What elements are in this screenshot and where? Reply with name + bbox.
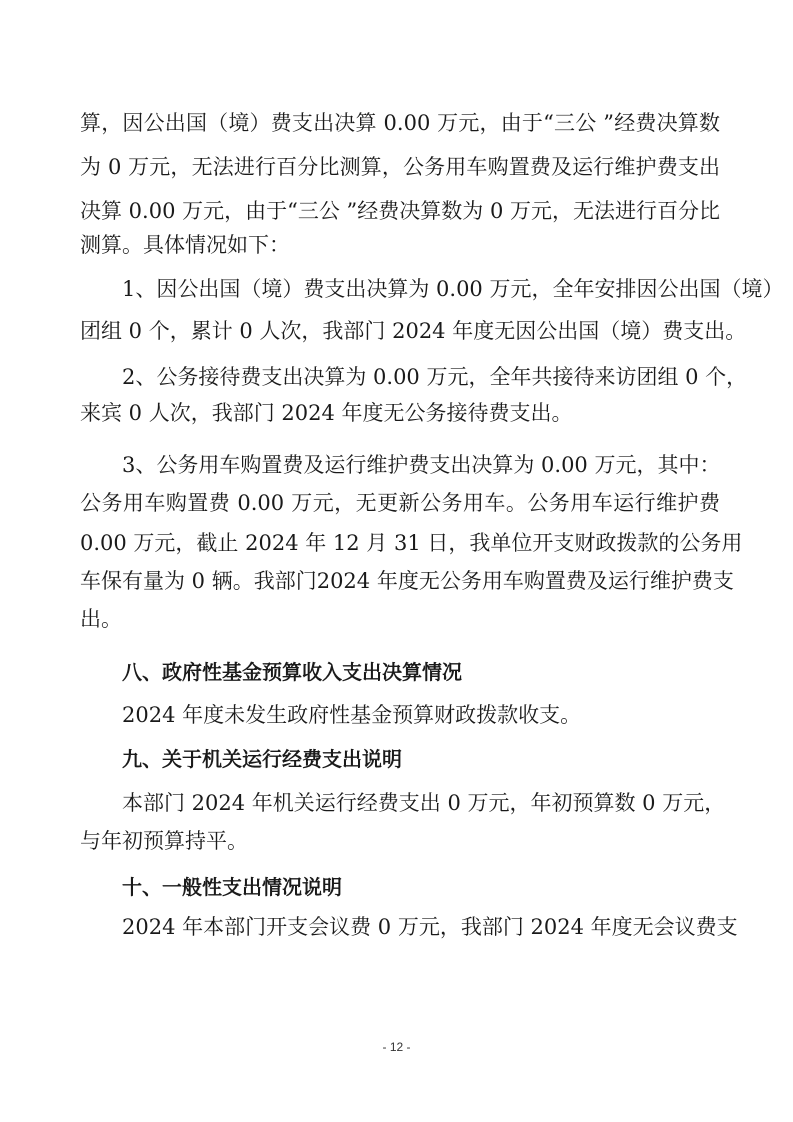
paragraph-line: 来宾 0 人次，我部门 2024 年度无公务接待费支出。 xyxy=(80,401,573,425)
paragraph-line: 决算 0.00 万元，由于“三公 ”经费决算数为 0 万元，无法进行百分比 xyxy=(80,199,720,223)
section-heading: 八、政府性基金预算收入支出决算情况 xyxy=(122,660,462,684)
paragraph-line: 测算。具体情况如下： xyxy=(80,233,290,257)
paragraph-line: 2、公务接待费支出决算为 0.00 万元，全年共接待来访团组 0 个， xyxy=(122,365,748,389)
paragraph-line: 出。 xyxy=(80,607,122,631)
paragraph-line: 2024 年本部门开支会议费 0 万元，我部门 2024 年度无会议费支 xyxy=(122,915,738,939)
paragraph-line: 为 0 万元，无法进行百分比测算，公务用车购置费及运行维护费支出 xyxy=(80,155,720,179)
paragraph-line: 算，因公出国（境）费支出决算 0.00 万元，由于“三公 ”经费决算数 xyxy=(80,111,720,135)
section-heading: 十、一般性支出情况说明 xyxy=(122,875,342,899)
paragraph-line: 与年初预算持平。 xyxy=(80,829,248,853)
paragraph-line: 本部门 2024 年机关运行经费支出 0 万元，年初预算数 0 万元， xyxy=(122,791,726,815)
paragraph-line: 团组 0 个，累计 0 人次，我部门 2024 年度无因公出国（境）费支出。 xyxy=(80,319,747,343)
paragraph-line: 0.00 万元，截止 2024 年 12 月 31 日，我单位开支财政拨款的公务用 xyxy=(80,531,743,555)
page-number: - 12 - xyxy=(382,1040,411,1054)
paragraph-line: 公务用车购置费 0.00 万元，无更新公务用车。公务用车运行维护费 xyxy=(80,491,720,515)
section-heading: 九、关于机关运行经费支出说明 xyxy=(122,747,402,771)
paragraph-line: 车保有量为 0 辆。我部门2024 年度无公务用车购置费及运行维护费支 xyxy=(80,569,734,593)
paragraph-line: 2024 年度未发生政府性基金预算财政拨款收支。 xyxy=(122,703,582,727)
paragraph-line: 1、因公出国（境）费支出决算为 0.00 万元，全年安排因公出国（境） xyxy=(122,277,784,301)
paragraph-line: 3、公务用车购置费及运行维护费支出决算为 0.00 万元，其中： xyxy=(122,453,721,477)
